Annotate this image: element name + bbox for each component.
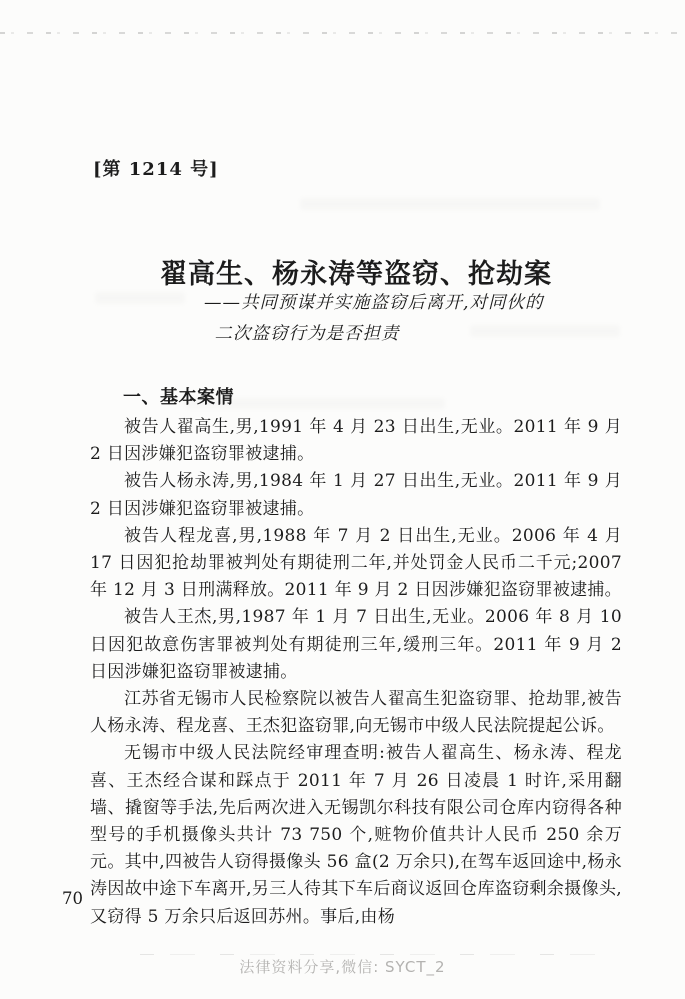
footer-watermark: 法律资料分享,微信: SYCT_2 <box>239 958 446 976</box>
case-subtitle-line-1: ——共同预谋并实施盗窃后离开,对同伙的 <box>204 293 544 313</box>
case-number: [第 1214 号] <box>93 159 219 180</box>
page-number: 70 <box>62 889 83 908</box>
body-paragraph: 被告人王杰,男,1987 年 1 月 7 日出生,无业。2006 年 8 月 10 日因犯故意伤害罪被判处有期徒刑三年,缓刑三年。2011 年 9 月 2 日因涉嫌犯盗窃罪被逮捕。 <box>90 607 622 682</box>
case-title: 翟高生、杨永涛等盗窃、抢劫案 <box>160 259 552 291</box>
body-paragraph: 被告人翟高生,男,1991 年 4 月 23 日出生,无业。2011 年 9 月 2 日因涉嫌犯盗窃罪被逮捕。 <box>90 417 622 465</box>
case-subtitle-line-2: 二次盗窃行为是否担责 <box>214 324 400 344</box>
body-paragraph: 被告人程龙喜,男,1988 年 7 月 2 日出生,无业。2006 年 4 月 17 日因犯抢劫罪被判处有期徒刑二年,并处罚金人民币二千元;2007 年 12 月 3 日刑满释放。2011 年 9 月 2 日因涉嫌犯盗窃罪被逮捕。 <box>90 525 622 601</box>
body-paragraph: 无锡市中级人民法院经审理查明:被告人翟高生、杨永涛、程龙喜、王杰经合谋和踩点于 2011 年 7 月 26 日凌晨 1 时许,采用翻墙、撬窗等手法,先后两次进入无锡凯尔科技有限公司仓库内窃得各种型号的手机摄像头共计 73 750 个,赃物价值共计人民币 250 余万元。其中,四被告人窃得摄像头 56 盒(2 万余只),在驾车返回途中,杨永涛因故中途下车离开,另三人待其下车后商议返回仓库盗窃剩余摄像头,又窃得 5 万余只后返回苏州。事后,由杨 <box>90 743 622 927</box>
bleed-through-ghost <box>300 198 600 210</box>
bleed-through-ghost <box>95 292 185 304</box>
section-heading-basic-facts: 一、基本案情 <box>123 387 234 408</box>
case-subtitle <box>204 288 544 350</box>
body-paragraph: 江苏省无锡市人民检察院以被告人翟高生犯盗窃罪、抢劫罪,被告人杨永涛、程龙喜、王杰犯盗窃罪,向无锡市中级人民法院提起公诉。 <box>90 689 622 737</box>
scan-artifact-line <box>140 954 610 955</box>
body-text <box>90 414 622 931</box>
body-paragraph: 被告人杨永涛,男,1984 年 1 月 27 日出生,无业。2011 年 9 月 2 日因涉嫌犯盗窃罪被逮捕。 <box>90 471 622 519</box>
scan-artifact-line <box>0 32 685 34</box>
